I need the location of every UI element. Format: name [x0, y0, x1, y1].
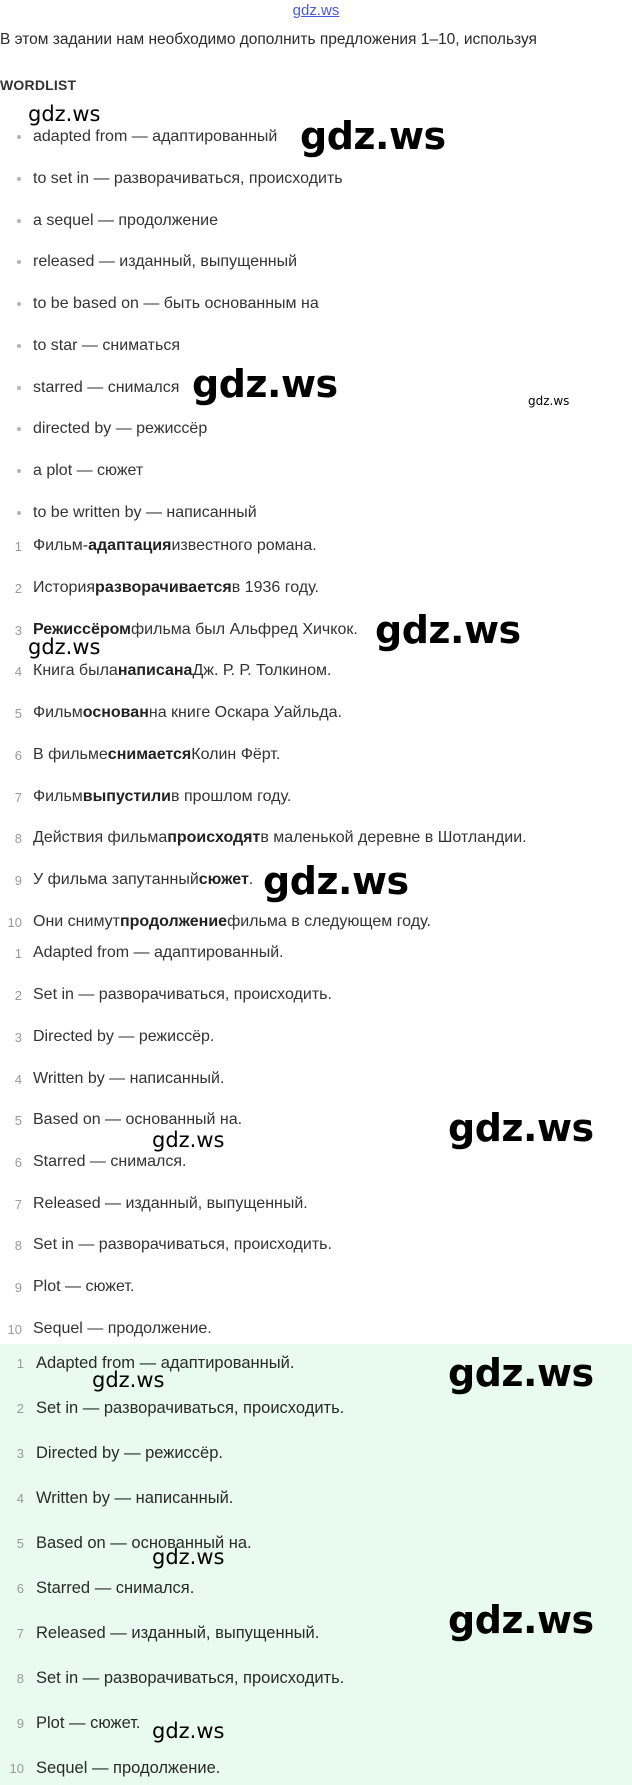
item-number: 10 [7, 914, 22, 930]
bullet-icon [17, 177, 21, 181]
sentence-before: Они снимут [33, 913, 120, 930]
sentence-item [0, 702, 342, 724]
item-number: 6 [16, 1580, 24, 1596]
item-number: 7 [14, 789, 22, 805]
watermark: gdz.ws [192, 362, 338, 406]
sentence-after: Дж. Р. Р. Толкином. [192, 662, 332, 679]
watermark: gdz.ws [152, 1128, 225, 1152]
wordlist-item [0, 502, 257, 524]
wordlist-item-text: to be written by — написанный [33, 504, 257, 521]
sentence-answer-bold: происходят [167, 829, 261, 846]
sentence-answer-bold: снимается [107, 746, 192, 763]
wordlist-item [0, 418, 207, 440]
answer-item [0, 984, 332, 1006]
watermark: gdz.ws [448, 1106, 594, 1150]
sentence-after: в маленькой деревне в Шотландии. [260, 829, 527, 846]
answer-item [0, 1318, 212, 1340]
sentence-after: известного романа. [171, 537, 317, 554]
item-number: 10 [9, 1760, 24, 1776]
sentence-item [0, 577, 319, 599]
sentence-answer-bold: Режиссёром [33, 621, 132, 638]
watermark: gdz.ws [448, 1351, 594, 1395]
sentence-before: Фильм [33, 788, 83, 805]
sentence-item [0, 911, 431, 933]
answer-text: Based on — основанный на. [36, 1533, 252, 1552]
highlighted-answer-item [0, 1621, 319, 1645]
site-watermark-link[interactable]: gdz.ws [292, 2, 340, 19]
sentence-answer-bold: адаптация [88, 537, 172, 554]
item-number: 3 [14, 622, 22, 638]
answer-text: Starred — снимался. [36, 1578, 195, 1597]
highlighted-answer-item [0, 1441, 223, 1465]
bullet-icon [17, 219, 21, 223]
sentence-after: на книге Оскара Уайльда. [148, 704, 342, 721]
highlighted-answer-item [0, 1396, 344, 1420]
item-number: 7 [14, 1196, 22, 1212]
bullet-icon [17, 386, 21, 390]
watermark: gdz.ws [28, 635, 101, 659]
answer-item [0, 1234, 332, 1256]
item-number: 2 [16, 1400, 24, 1416]
item-number: 1 [14, 945, 22, 961]
highlighted-answer-item [0, 1711, 141, 1735]
sentence-before: Фильм [33, 704, 83, 721]
item-number: 10 [7, 1321, 22, 1337]
answer-text: Sequel — продолжение. [36, 1758, 221, 1777]
sentence-item [0, 660, 331, 682]
sentence-answer-bold: разворачивается [95, 579, 232, 596]
watermark: gdz.ws [528, 394, 570, 408]
sentence-item [0, 786, 291, 808]
highlighted-answer-item [0, 1576, 194, 1600]
highlighted-answer-item [0, 1756, 220, 1780]
wordlist-item [0, 293, 319, 315]
highlighted-answer-item [0, 1666, 344, 1690]
answer-text: Written by — написанный. [33, 1070, 225, 1087]
task-intro: В этом задании нам необходимо дополнить предложения 1–10, используя [0, 31, 537, 48]
bullet-icon [17, 260, 21, 264]
bullet-icon [17, 302, 21, 306]
sentence-before: Фильм- [33, 537, 89, 554]
sentence-answer-bold: сюжет [198, 871, 249, 888]
answer-text: Adapted from — адаптированный. [33, 944, 284, 961]
answer-item [0, 1276, 134, 1298]
wordlist-item [0, 335, 180, 357]
item-number: 2 [14, 987, 22, 1003]
answer-text: Starred — снимался. [33, 1153, 187, 1170]
wordlist-item-text: starred — снимался [33, 379, 180, 396]
item-number: 5 [14, 1112, 22, 1128]
bullet-icon [17, 427, 21, 431]
item-number: 8 [14, 1237, 22, 1253]
answer-text: Set in — разворачиваться, происходить. [36, 1398, 345, 1417]
wordlist-item-text: released — изданный, выпущенный [33, 253, 298, 270]
answer-text: Released — изданный, выпущенный. [36, 1623, 320, 1642]
item-number: 9 [14, 1279, 22, 1295]
watermark: gdz.ws [300, 114, 446, 158]
sentence-before: В фильме [33, 746, 108, 763]
sentence-answer-bold: выпустили [82, 788, 172, 805]
item-number: 4 [16, 1490, 24, 1506]
highlighted-answer-item [0, 1486, 233, 1510]
sentence-answer-bold: основан [82, 704, 149, 721]
sentence-after: . [248, 871, 254, 888]
watermark: gdz.ws [375, 608, 521, 652]
wordlist-item [0, 210, 218, 232]
sentence-after: в 1936 году. [231, 579, 319, 596]
answer-text: Released — изданный, выпущенный. [33, 1195, 308, 1212]
bullet-icon [17, 344, 21, 348]
bullet-icon [17, 135, 21, 139]
wordlist-item [0, 460, 143, 482]
watermark: gdz.ws [448, 1598, 594, 1642]
answer-text: Set in — разворачиваться, происходить. [36, 1668, 345, 1687]
item-number: 4 [14, 1071, 22, 1087]
wordlist-item [0, 126, 277, 148]
answer-item [0, 1026, 214, 1048]
wordlist-item [0, 168, 343, 190]
sentence-after: в прошлом году. [171, 788, 292, 805]
answer-item [0, 1068, 224, 1090]
wordlist-item-text: directed by — режиссёр [33, 420, 208, 437]
wordlist-item-text: a sequel — продолжение [33, 212, 218, 229]
item-number: 5 [14, 705, 22, 721]
item-number: 6 [14, 1154, 22, 1170]
wordlist-heading: WORDLIST [0, 77, 77, 93]
bullet-icon [17, 511, 21, 515]
sentence-before: Книга была [33, 662, 118, 679]
answer-text: Plot — сюжет. [33, 1278, 135, 1295]
item-number: 4 [14, 663, 22, 679]
sentence-answer-bold: написана [117, 662, 193, 679]
wordlist-item-text: to be based on — быть основанным на [33, 295, 319, 312]
sentence-answer-bold: продолжение [119, 913, 228, 930]
wordlist-item-text: to set in — разворачиваться, происходить [33, 170, 343, 187]
item-number: 2 [14, 580, 22, 596]
sentence-after: фильма был Альфред Хичкок. [131, 621, 358, 638]
sentence-item [0, 744, 280, 766]
answer-text: Directed by — режиссёр. [33, 1028, 215, 1045]
sentence-item [0, 827, 527, 849]
answer-item [0, 1151, 186, 1173]
item-number: 1 [16, 1355, 24, 1371]
item-number: 3 [14, 1029, 22, 1045]
watermark: gdz.ws [263, 859, 409, 903]
item-number: 8 [14, 830, 22, 846]
sentence-before: История [33, 579, 96, 596]
watermark: gdz.ws [152, 1719, 225, 1743]
wordlist-item-text: a plot — сюжет [33, 462, 144, 479]
sentence-before: Действия фильма [33, 829, 168, 846]
answer-text: Set in — разворачиваться, происходить. [33, 1236, 332, 1253]
sentence-item [0, 869, 253, 891]
answer-text: Based on — основанный на. [33, 1111, 243, 1128]
bullet-icon [17, 469, 21, 473]
item-number: 6 [14, 747, 22, 763]
item-number: 3 [16, 1445, 24, 1461]
sentence-before: У фильма запутанный [33, 871, 199, 888]
answer-text: Set in — разворачиваться, происходить. [33, 986, 332, 1003]
wordlist-item-text: to star — сниматься [33, 337, 180, 354]
watermark: gdz.ws [28, 102, 101, 126]
sentence-item [0, 535, 317, 557]
sentence-after: фильма в следующем году. [227, 913, 431, 930]
item-number: 7 [16, 1625, 24, 1641]
item-number: 9 [16, 1715, 24, 1731]
answer-item [0, 1193, 308, 1215]
answer-text: Written by — написанный. [36, 1488, 234, 1507]
item-number: 8 [16, 1670, 24, 1686]
sentence-after: Колин Фёрт. [191, 746, 281, 763]
wordlist-item [0, 377, 179, 399]
item-number: 5 [16, 1535, 24, 1551]
wordlist-item-text: adapted from — адаптированный [33, 128, 278, 145]
watermark: gdz.ws [152, 1545, 225, 1569]
answer-text: Adapted from — адаптированный. [36, 1353, 295, 1372]
answer-text: Directed by — режиссёр. [36, 1443, 223, 1462]
answer-item [0, 942, 284, 964]
watermark: gdz.ws [92, 1368, 165, 1392]
wordlist-item [0, 251, 297, 273]
answer-text: Sequel — продолжение. [33, 1320, 212, 1337]
item-number: 9 [14, 872, 22, 888]
item-number: 1 [14, 538, 22, 554]
answer-text: Plot — сюжет. [36, 1713, 141, 1732]
